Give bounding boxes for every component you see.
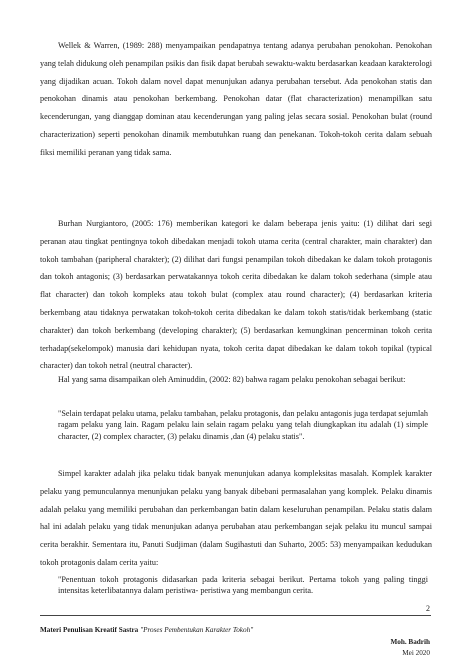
quote-panuti-sudjiman: "Penentuan tokoh protagonis didasarkan pada kriteria sebagai berikut. Pertama tokoh yang paling tinggi intensitas keterlibatannya dalam peristiwa- peristiwa yang membangun cerita. bbox=[58, 575, 428, 596]
footer-course-title bbox=[40, 626, 253, 634]
paragraph-aminuddin: Hal yang sama disampaikan oleh Aminuddin, (2002: 82) bahwa ragam pelaku penokohan sebagai berikut: bbox=[58, 375, 406, 384]
page-number: 2 bbox=[426, 604, 430, 613]
paragraph-wellek-warren: Wellek & Warren, (1989: 288) menyampaikan pendapatnya tentang adanya perubahan penokohan. Penokohan yang telah didukung oleh penampilan psikis dan fisik dapat berubah sewaktu-waktu berdasarkan keadaan karakterologi yang dijadikan acuan. Tokoh dalam novel dapat menunjukan adanya perubahan tersebut. Ada penokohan statis dan penokohan dinamis atau penokohan berkembang. Penokohan datar (flat characterization) menampilkan satu kecenderungan, yang dianggap dominan atau kecenderungan yang paling jelas secara sosial. Penokohan bulat (round characterization) seperti penokohan dinamik membutuhkan ruang dan penekanan. Tokoh-tokoh cerita dalam sebuah fiksi memiliki peranan yang tidak sama. bbox=[40, 41, 432, 157]
footer-course-subtitle: "Proses Pembentukan Karakter Tokoh" bbox=[140, 626, 254, 634]
footer-divider bbox=[40, 615, 431, 616]
footer-date: Mei 2020 bbox=[402, 649, 430, 657]
quote-aminuddin: "Selain terdapat pelaku utama, pelaku tambahan, pelaku protagonis, dan pelaku antagonis juga terdapat sejumlah ragam pelaku yang lain. Ragam pelaku lain selain ragam pelaku yang telah diungkapkan itu adalah (1) simple character, (2) complex character, (3) pelaku dinamis ,dan (4) pelaku statis". bbox=[58, 409, 428, 441]
footer-author: Moh. Badrih bbox=[390, 638, 430, 646]
paragraph-simpel-karakter: Simpel karakter adalah jika pelaku tidak banyak menunjukan adanya kompleksitas masalah. Komplek karakter pelaku yang pemunculannya menunjukan pelaku yang banyak dibebani permasalahan yang komplek. Pelaku dinamis adalah pelaku yang memiliki perubahan dan perkembangan batin dalam keseluruhan penampilan. Pelaku statis dalam hal ini adalah pelaku yang tidak menunjukan adanya perubahan atau perkembangan sejak pelaku itu muncul sampai cerita berakhir. Sementara itu, Panuti Sudjiman (dalam Sugihastuti dan Suharto, 2005: 53) menyampaikan kedudukan tokoh protagonis dalam cerita yaitu: bbox=[40, 469, 432, 567]
paragraph-burhan-nurgiantoro: Burhan Nurgiantoro, (2005: 176) memberikan kategori ke dalam beberapa jenis yaitu: (1) dilihat dari segi peranan atau tingkat pentingnya tokoh dibedakan menjadi tokoh utama cerita (central charakter, main charakter) dan tokoh tambahan (paripheral charakter); (2) dilihat dari fungsi penampilan tokoh dibedakan ke dalam tokoh protagonis dan tokoh antagonis; (3) berdasarkan perwatakannya tokoh cerita dibedakan ke dalam tokoh sederhana (simple atau flat character) dan tokoh kompleks atau tokoh bulat (complex atau round character); (4) berdasarkan kriteria berkembang atau tidaknya perwatakan tokoh-tokoh cerita dibedakan ke dalam tokoh statis/tidak berkembang (static charakter) dan tokoh berkembang (developing charakter); (5) berdasarkan kemungkinan pencerminan tokoh cerita terhadap(sekelompok) manusia dari kehidupan nyata, tokoh cerita dapat dibedakan ke dalam tokoh topikal (typical character) dan tokoh netral (neutral character). bbox=[40, 219, 432, 371]
footer-course-name: Materi Penulisan Kreatif Sastra bbox=[40, 626, 139, 634]
